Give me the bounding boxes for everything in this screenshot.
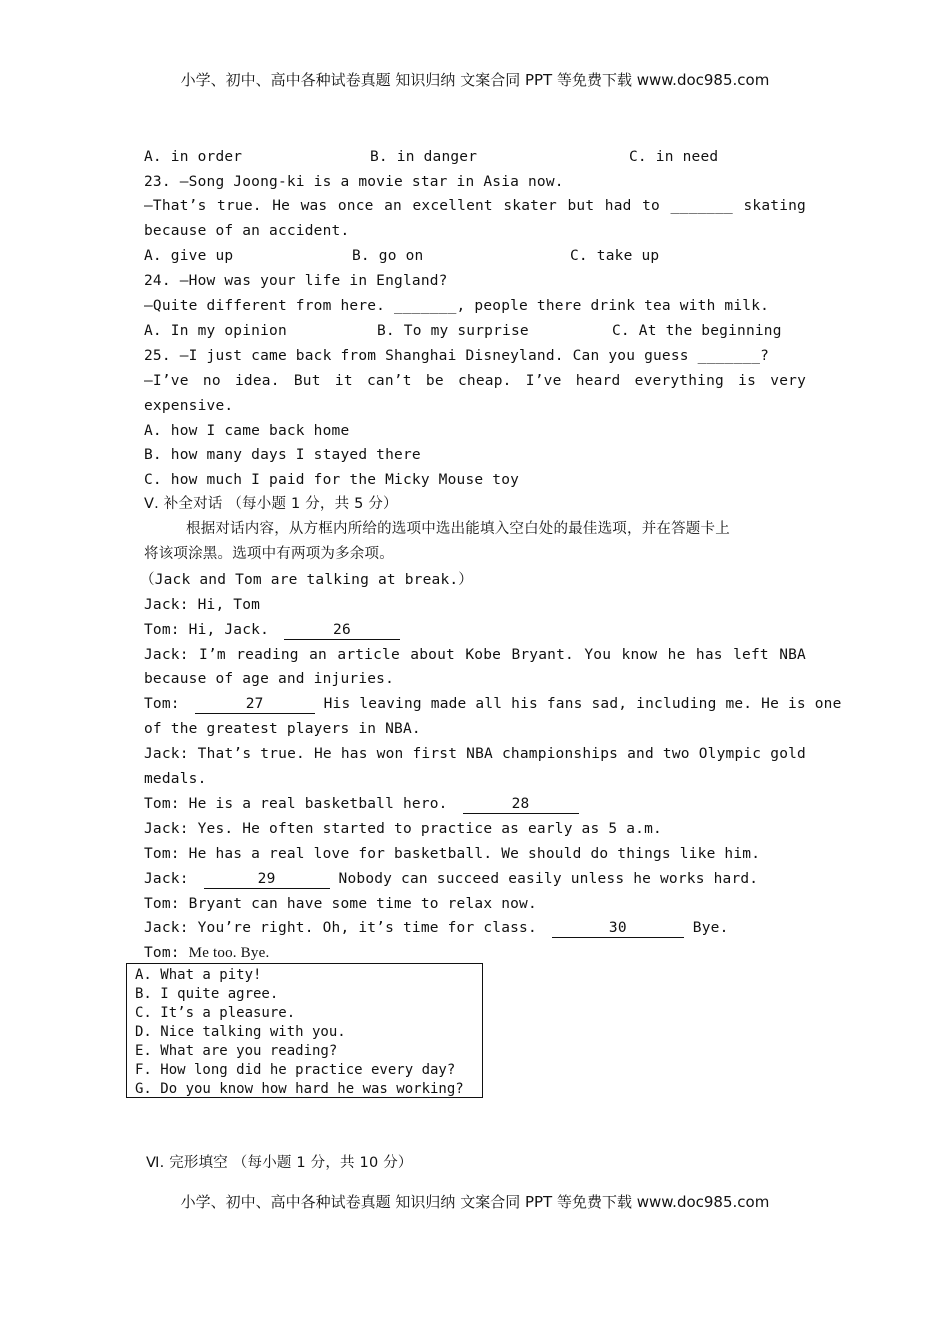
dialogue-line-12-speaker: Tom: bbox=[144, 945, 180, 961]
box-option-e: E. What are you reading? bbox=[135, 1043, 338, 1059]
section6-title: Ⅵ. 完形填空 （每小题 1 分，共 10 分） bbox=[146, 1155, 413, 1171]
q23-reply-line1: —That’s true. He was once an excellent skater but had to _______ skating bbox=[144, 198, 806, 214]
box-option-c: C. It’s a pleasure. bbox=[135, 1005, 296, 1021]
dialogue-line-6 bbox=[144, 794, 806, 814]
dialogue-line-4a-text: His leaving made all his fans sad, including me. He is one bbox=[323, 696, 842, 712]
section5-title: Ⅴ. 补全对话 （每小题 1 分，共 5 分） bbox=[144, 496, 398, 512]
page-footer: 小学、初中、高中各种试卷真题 知识归纳 文案合同 PPT 等免费下载 www.doc985.com bbox=[180, 1193, 770, 1211]
dialogue-context: （Jack and Tom are talking at break.） bbox=[140, 572, 474, 588]
q24-reply: —Quite different from here. _______, people there drink tea with milk. bbox=[144, 298, 770, 314]
dialogue-line-11 bbox=[144, 918, 806, 938]
q25-option-b: B. how many days I stayed there bbox=[144, 447, 421, 463]
options-box bbox=[126, 963, 483, 1098]
dialogue-line-9-text: Nobody can succeed easily unless he works hard. bbox=[338, 871, 759, 887]
blank-27[interactable]: 27 bbox=[195, 696, 315, 714]
box-option-a: A. What a pity! bbox=[135, 967, 262, 983]
q22-option-b: B. in danger bbox=[370, 149, 478, 165]
section5-instruction-line2: 将该项涂黑。选项中有两项为多余项。 bbox=[144, 546, 394, 562]
q25-option-c: C. how much I paid for the Micky Mouse toy bbox=[144, 472, 520, 488]
blank-26[interactable]: 26 bbox=[284, 622, 400, 640]
blank-30[interactable]: 30 bbox=[552, 920, 684, 938]
dialogue-line-2 bbox=[144, 620, 806, 640]
q22-option-c: C. in need bbox=[629, 149, 719, 165]
dialogue-line-6-text: Tom: He is a real basketball hero. bbox=[144, 796, 448, 812]
blank-28[interactable]: 28 bbox=[463, 796, 579, 814]
section5-instruction-line1: 根据对话内容，从方框内所给的选项中选出能填入空白处的最佳选项，并在答题卡上 bbox=[186, 521, 730, 537]
box-option-g: G. Do you know how hard he was working? bbox=[135, 1081, 464, 1097]
dialogue-line-4a bbox=[144, 694, 842, 714]
dialogue-line-1: Jack: Hi, Tom bbox=[144, 597, 261, 613]
dialogue-line-2-text: Tom: Hi, Jack. bbox=[144, 622, 270, 638]
q25-reply-line1: —I’ve no idea. But it can’t be cheap. I’ve heard everything is very bbox=[144, 373, 806, 389]
dialogue-line-3b: because of age and injuries. bbox=[144, 671, 395, 687]
dialogue-line-9 bbox=[144, 869, 806, 889]
q25-stem: 25. —I just came back from Shanghai Disneyland. Can you guess _______? bbox=[144, 348, 770, 364]
dialogue-line-12-text: Me too. Bye. bbox=[188, 945, 270, 961]
q23-option-c: C. take up bbox=[570, 248, 660, 264]
dialogue-line-9-speaker: Jack: bbox=[144, 871, 189, 887]
dialogue-line-3a: Jack: I’m reading an article about Kobe Bryant. You know he has left NBA bbox=[144, 647, 806, 663]
dialogue-line-8: Tom: He has a real love for basketball. We should do things like him. bbox=[144, 846, 761, 862]
q24-option-c: C. At the beginning bbox=[612, 323, 782, 339]
q23-option-b: B. go on bbox=[352, 248, 424, 264]
dialogue-line-4a-speaker: Tom: bbox=[144, 696, 180, 712]
dialogue-line-4b: of the greatest players in NBA. bbox=[144, 721, 421, 737]
q23-option-a: A. give up bbox=[144, 248, 234, 264]
q23-stem: 23. —Song Joong-ki is a movie star in Asia now. bbox=[144, 174, 564, 190]
page-header: 小学、初中、高中各种试卷真题 知识归纳 文案合同 PPT 等免费下载 www.doc985.com bbox=[180, 71, 770, 89]
q22-option-a: A. in order bbox=[144, 149, 243, 165]
q24-option-a: A. In my opinion bbox=[144, 323, 287, 339]
q24-option-b: B. To my surprise bbox=[377, 323, 529, 339]
q24-stem: 24. —How was your life in England? bbox=[144, 273, 448, 289]
dialogue-line-5a: Jack: That’s true. He has won first NBA championships and two Olympic gold bbox=[144, 746, 806, 762]
dialogue-line-11-text: Jack: You’re right. Oh, it’s time for class. bbox=[144, 920, 537, 936]
box-option-d: D. Nice talking with you. bbox=[135, 1024, 346, 1040]
box-option-b: B. I quite agree. bbox=[135, 986, 279, 1002]
q25-reply-line2: expensive. bbox=[144, 398, 234, 414]
dialogue-line-12 bbox=[144, 943, 806, 963]
dialogue-line-5b: medals. bbox=[144, 771, 207, 787]
dialogue-line-10: Tom: Bryant can have some time to relax now. bbox=[144, 896, 537, 912]
q25-option-a: A. how I came back home bbox=[144, 423, 350, 439]
dialogue-line-11-end: Bye. bbox=[692, 920, 729, 936]
dialogue-line-7: Jack: Yes. He often started to practice as early as 5 a.m. bbox=[144, 821, 662, 837]
box-option-f: F. How long did he practice every day? bbox=[135, 1062, 456, 1078]
q23-reply-line2: because of an accident. bbox=[144, 223, 350, 239]
blank-29[interactable]: 29 bbox=[204, 871, 330, 889]
